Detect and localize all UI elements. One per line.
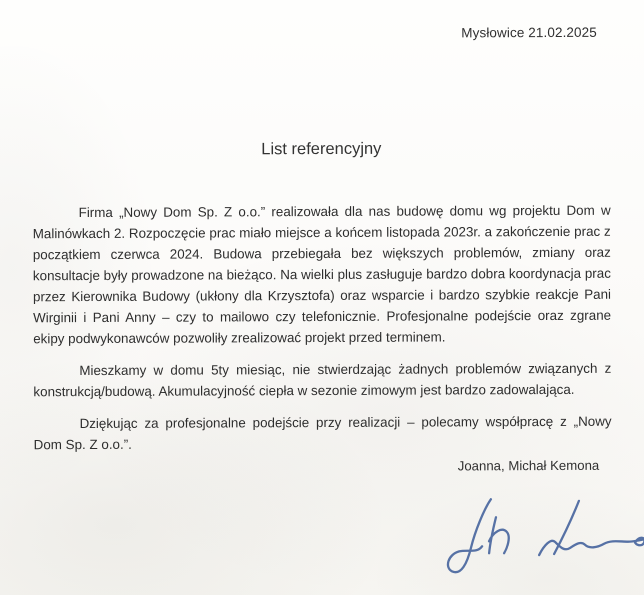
page-title: List referencyjny bbox=[261, 139, 382, 159]
handwritten-signature-ink bbox=[427, 491, 644, 592]
letter-body bbox=[33, 200, 612, 467]
paragraph-construction: Firma „Nowy Dom Sp. Z o.o.” realizowała dla nas budowę domu wg projektu Dom w Malinówkach 2. Rozpoczęcie prac miało miejsce a końcem listopada 2023r. a zakończenie prac z początkiem czerwca 2024. Budowa przebiegała bez większych problemów, zmiany oraz konsultacje były prowadzone na bieżąco. Na wielki plus zasługuje bardzo dobra koordynacja prac przez Kierownika Budowy (ukłony dla Krzysztofa) oraz wsparcie i bardzo szybkie reakcje Pani Wirginii i Pani Anny – czy to mailowo czy telefonicznie. Profesjonalne podejście oraz zgrane ekipy podwykonawców pozwoliły zrealizować projekt przed terminem. bbox=[32, 202, 612, 347]
paragraph-recommendation: Dziękując za profesjonalne podejście przy realizacji – polecamy współpracę z „Nowy Dom Sp. Z o.o.”. bbox=[33, 413, 612, 453]
paragraph-living-experience: Mieszkamy w domu 5ty miesiąc, nie stwierdzając żadnych problemów związanych z konstrukcją/budową. Akumulacyjność ciepła w sezonie zimowym jest bardzo zadowalająca. bbox=[33, 360, 612, 400]
signature-name: Joanna, Michał Kemona bbox=[457, 457, 600, 474]
date-line: Mysłowice 21.02.2025 bbox=[461, 24, 597, 41]
